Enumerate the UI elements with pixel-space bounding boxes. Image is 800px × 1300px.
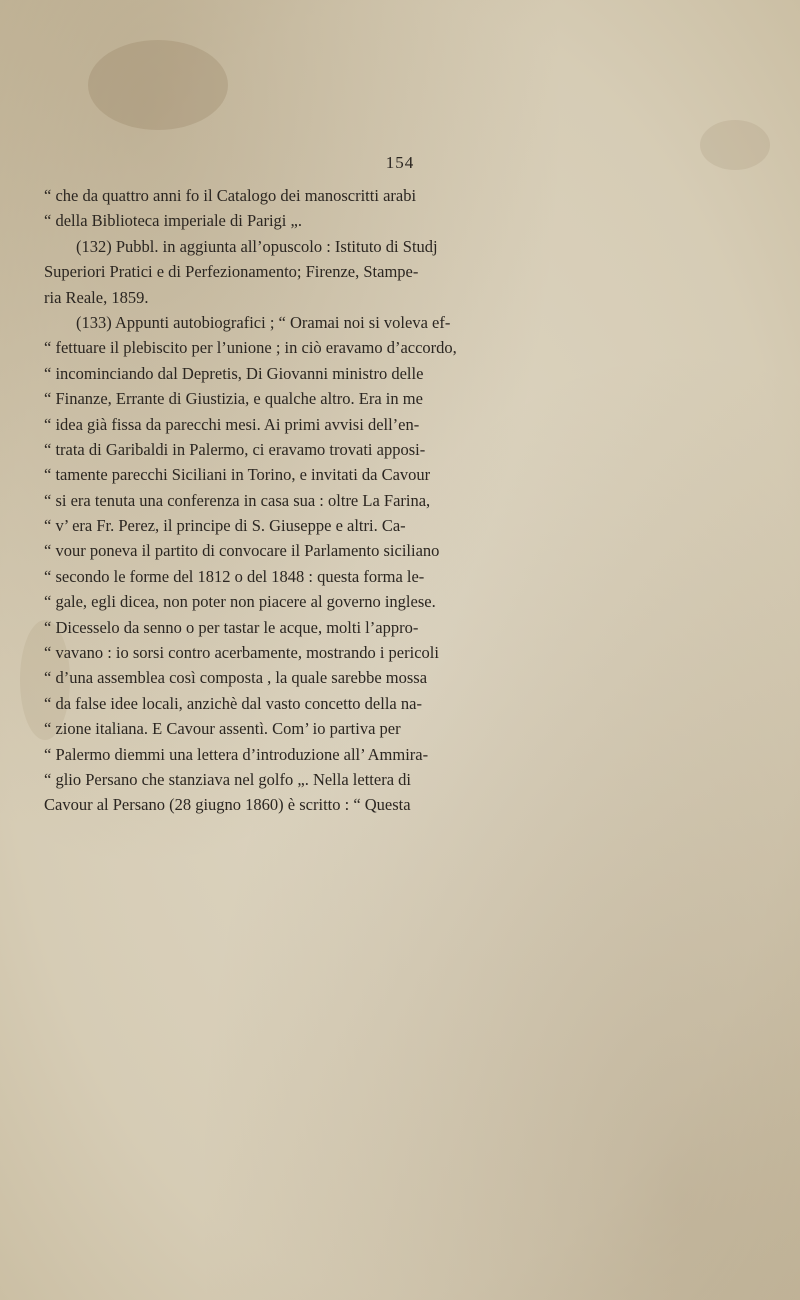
text-line: “ da false idee locali, anzichè dal vasto concetto della na- xyxy=(44,693,422,713)
text-line: “ che da quattro anni fo il Catalogo dei manoscritti arabi xyxy=(44,186,417,205)
text-line: “ gale, egli dicea, non poter non piacere al governo inglese. xyxy=(44,592,436,612)
text-line: “ zione italiana. E Cavour assentì. Com’ io partiva per xyxy=(44,719,401,739)
text-line: Superiori Pratici e di Perfezionamento; Firenze, Stampe- xyxy=(44,262,419,282)
text-line: “ vour poneva il partito di convocare il Parlamento siciliano xyxy=(44,541,440,561)
text-line: “ v’ era Fr. Perez, il principe di S. Giuseppe e altri. Ca- xyxy=(44,516,406,536)
body-text xyxy=(44,183,774,818)
text-line: “ Finanze, Errante di Giustizia, e qualche altro. Era in me xyxy=(44,389,423,409)
text-line: “ tamente parecchi Siciliani in Torino, e invitati da Cavour xyxy=(44,465,431,485)
text-line: “ trata di Garibaldi in Palermo, ci eravamo trovati apposi- xyxy=(44,439,426,459)
text-line: “ incominciando dal Depretis, Di Giovanni ministro delle xyxy=(44,363,424,383)
text-line: “ d’una assemblea così composta , la quale sarebbe mossa xyxy=(44,668,428,688)
text-line: “ glio Persano che stanziava nel golfo „. Nella lettera di xyxy=(44,769,411,789)
text-line: (132) Pubbl. in aggiunta all’opuscolo : Istituto di Studj xyxy=(76,236,438,256)
text-line: “ Palermo diemmi una lettera d’introduzione all’ Ammira- xyxy=(44,744,429,764)
text-line: “ si era tenuta una conferenza in casa sua : oltre La Farina, xyxy=(44,490,431,510)
text-line: “ idea già fissa da parecchi mesi. Ai primi avvisi dell’en- xyxy=(44,414,420,434)
page-number: 154 xyxy=(385,153,415,172)
text-line: Cavour al Persano (28 giugno 1860) è scritto : “ Questa xyxy=(44,795,411,815)
text-line: (133) Appunti autobiografici ; “ Oramai noi si voleva ef- xyxy=(76,312,451,332)
text-line: “ vavano : io sorsi contro acerbamente, mostrando i pericoli xyxy=(44,643,439,663)
text-line: ria Reale, 1859. xyxy=(44,287,149,307)
page-stain xyxy=(88,40,228,130)
text-line: “ Dicesselo da senno o per tastar le acque, molti l’appro- xyxy=(44,617,419,637)
text-line: “ secondo le forme del 1812 o del 1848 : questa forma le- xyxy=(44,566,425,586)
text-line: “ della Biblioteca imperiale di Parigi „. xyxy=(44,211,302,231)
text-line: “ fettuare il plebiscito per l’unione ; in ciò eravamo d’accordo, xyxy=(44,338,457,358)
